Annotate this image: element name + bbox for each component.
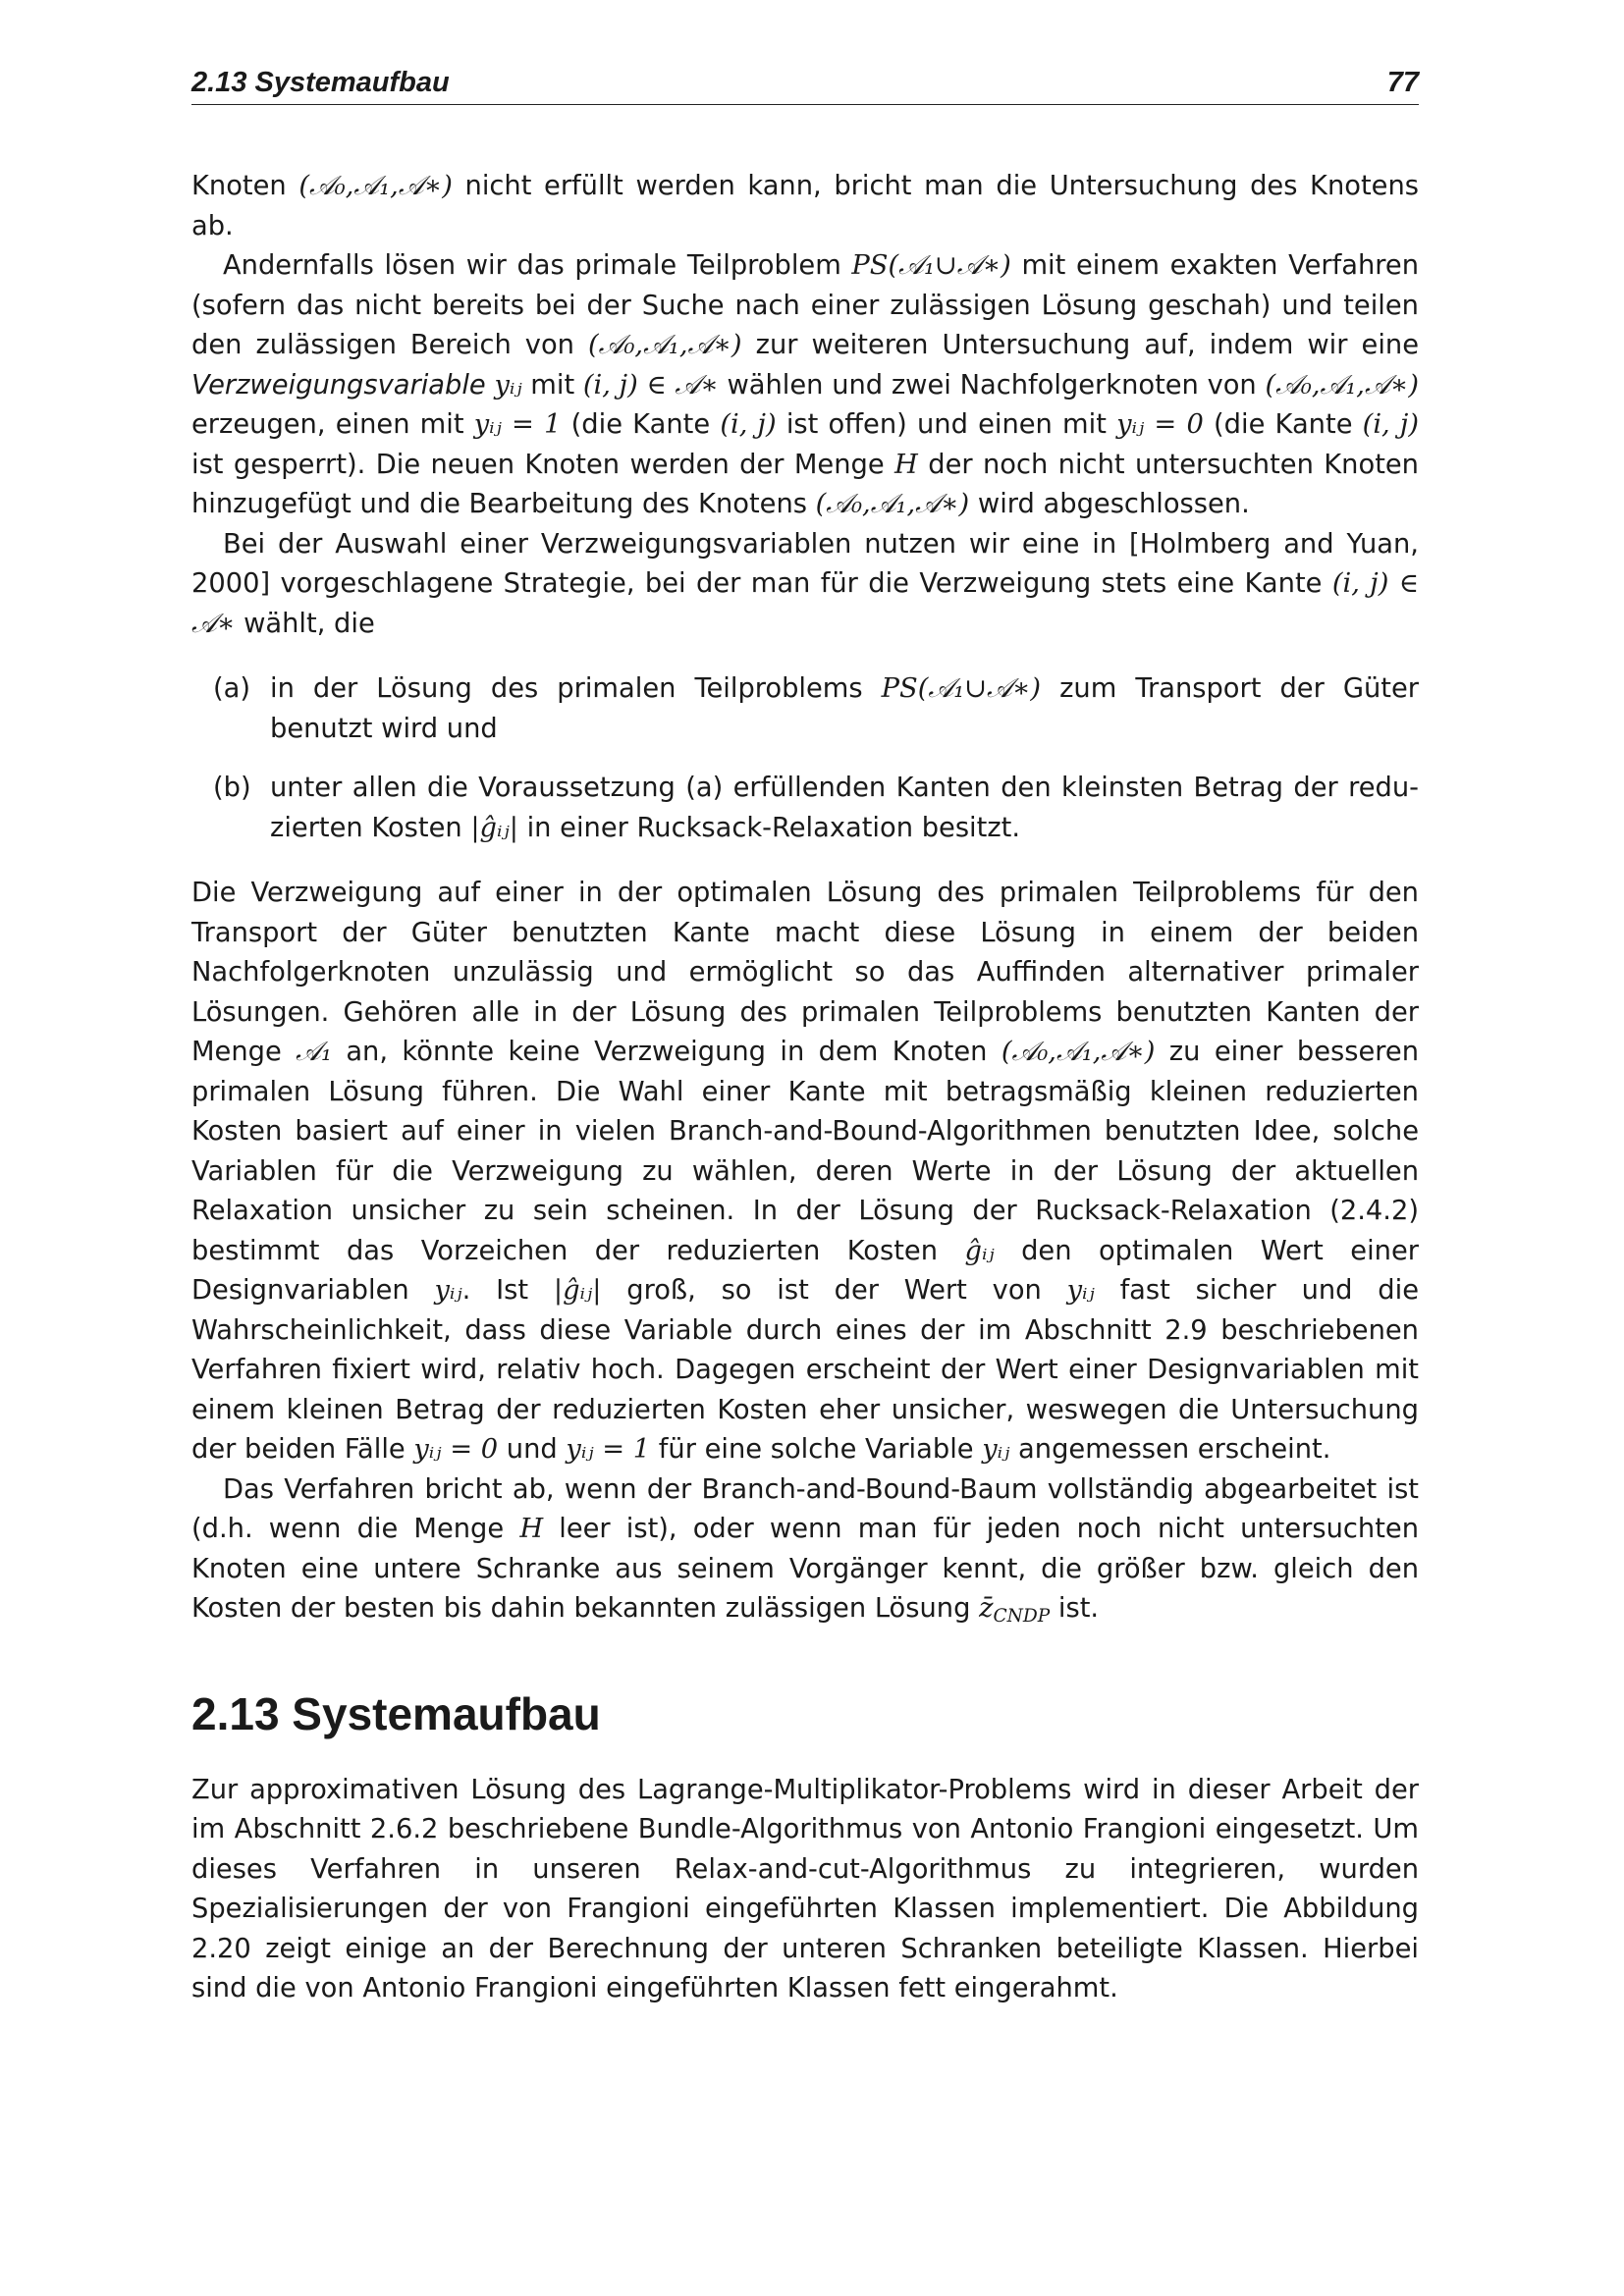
- text: Bei der Auswahl einer Verzweigungsvariablen nutzen wir eine in [Holmberg and Yuan, 2000] vorgeschlagene Strategie, bei der man für die Verzweigung stets eine Kante: [191, 528, 1419, 599]
- list-item-a: [191, 669, 1419, 749]
- text: den optimalen Wert einer Designvariablen: [191, 1235, 1420, 1306]
- math-ps: PS(𝒜₁∪𝒜∗): [851, 250, 1011, 281]
- text: ist offen) und einen mit: [776, 409, 1117, 440]
- paragraph-3: [191, 525, 1419, 645]
- list-label-a: (a): [213, 673, 251, 704]
- math-H: H: [894, 449, 918, 480]
- math-z: z̄: [979, 1593, 994, 1624]
- text: an, könnte keine Verzweigung in dem Knoten: [331, 1037, 1001, 1067]
- math-z-bar: [979, 1593, 1051, 1628]
- text: in einer Rucksack-Relaxation besitzt.: [517, 812, 1021, 843]
- text: ist gesperrt). Die neuen Knoten werden der Menge: [191, 449, 895, 480]
- math-z-subscript: CNDP: [993, 1606, 1051, 1628]
- math-yij: yᵢⱼ: [494, 369, 522, 400]
- math-node: (𝒜₀,𝒜₁,𝒜∗): [1001, 1037, 1156, 1067]
- text: und: [498, 1434, 567, 1465]
- text: zum Transport der Güter benutzt wird und: [270, 673, 1420, 744]
- text: zu einer besseren primalen Lösung führen. Die Wahl einer Kante mit betragsmäßig kleinen reduzierten Kosten basiert auf einer in vielen Branch-and-Bound-Algorithmen benutzten Idee, solche Variablen für die Verzweigung zu wählen, deren Werte in der Lösung der aktuellen Relaxation unsicher zu sein scheinen. In der Lösung der Rucksack-Relaxation (2.4.2) bestimmt das Vorzeichen der reduzierten Kosten: [191, 1037, 1419, 1266]
- math-abs-g: |ĝᵢⱼ|: [553, 1275, 602, 1306]
- text: (die Kante: [561, 409, 721, 440]
- body-text: [191, 167, 1419, 2009]
- list-item-b: [191, 769, 1419, 848]
- section-heading: 2.13 Systemaufbau: [191, 1687, 601, 1739]
- math-node: (𝒜₀,𝒜₁,𝒜∗): [588, 330, 742, 360]
- text: Andernfalls lösen wir das primale Teilproblem: [223, 250, 852, 281]
- page-number: 77: [1386, 67, 1419, 98]
- text: mit: [521, 369, 583, 400]
- math-a1: 𝒜₁: [296, 1037, 332, 1067]
- list-label-b: (b): [213, 773, 251, 803]
- text: groß, so ist der Wert von: [601, 1275, 1067, 1306]
- math-ij-in: (i, j) ∈ 𝒜∗: [582, 369, 719, 400]
- math-y-eq-0: yᵢⱼ = 0: [1116, 409, 1204, 440]
- text: wählt, die: [235, 608, 375, 639]
- math-g: ĝᵢⱼ: [964, 1235, 995, 1266]
- math-ij: (i, j): [1362, 409, 1420, 440]
- text: der noch nicht untersuchten Knoten hinzugefügt und die Bearbeitung des Knotens: [191, 449, 1419, 519]
- math-abs-g: |ĝᵢⱼ|: [470, 812, 518, 843]
- text: fast sicher und die Wahrscheinlichkeit, dass diese Variable durch eines der im Abschnitt 2.9 beschriebenen Verfahren fixiert wird, relativ hoch. Dagegen erscheint der Wert einer Designvariablen mit einem kleinen Betrag der reduzierten Kosten eher unsicher, weswegen die Untersuchung der beiden Fälle: [191, 1275, 1419, 1465]
- paragraph-2: [191, 246, 1419, 525]
- criteria-list: [191, 669, 1419, 848]
- math-y-eq-1: yᵢⱼ = 1: [566, 1434, 651, 1465]
- text: . Ist: [461, 1275, 554, 1306]
- text: ist.: [1050, 1593, 1100, 1624]
- section-paragraph: Zur approximativen Lösung des Lagrange-Multiplikator-Problems wird in dieser Arbeit der im Abschnitt 2.6.2 beschriebene Bundle-Algorithmus von Antonio Frangioni eingesetzt. Um dieses Verfahren in unseren Relax-and-cut-Algorithmus zu integrieren, wurden Spezialisierungen der von Frangioni eingeführten Klassen implementiert. Die Abbildung 2.20 zeigt einige an der Berechnung der unteren Schranken beteiligte Klassen. Hierbei sind die von Antonio Frangioni eingeführten Klassen fett eingerahmt.: [191, 1774, 1419, 2003]
- math-yij: yᵢⱼ: [982, 1434, 1010, 1465]
- math-yij: yᵢⱼ: [1066, 1275, 1095, 1306]
- text: Knoten: [191, 171, 299, 201]
- text: in der Lösung des primalen Teilproblems: [270, 673, 882, 704]
- text: angemessen erscheint.: [1009, 1434, 1331, 1465]
- running-title: 2.13 Systemaufbau: [191, 67, 450, 98]
- math-ij: (i, j): [720, 409, 777, 440]
- math-yij: yᵢⱼ: [434, 1275, 462, 1306]
- term-verzweigungsvariable: Verzweigungsvariable: [191, 369, 486, 400]
- paragraph-5: [191, 1470, 1419, 1629]
- math-node: (𝒜₀,𝒜₁,𝒜∗): [1265, 369, 1419, 400]
- math-ps: PS(𝒜₁∪𝒜∗): [881, 673, 1042, 704]
- text: (die Kante: [1203, 409, 1363, 440]
- math-node: (𝒜₀,𝒜₁,𝒜∗): [298, 171, 453, 201]
- math-H: H: [519, 1514, 544, 1544]
- text: Die Verzweigung auf einer in der optimalen Lösung des primalen Teilproblems für den Transport der Güter benutzten Kante macht diese Lösung in einem der beiden Nachfolgerknoten unzulässig und ermöglicht so das Auffinden alternativer primaler Lösungen. Gehören alle in der Lösung des primalen Teilproblems benutzten Kanten der Menge: [191, 878, 1419, 1067]
- text: erzeugen, einen mit: [191, 409, 474, 440]
- math-ij-in: (i, j) ∈ 𝒜∗: [191, 568, 1419, 639]
- text: Das Verfahren bricht ab, wenn der Branch-and-Bound-Baum vollständig abgearbeitet ist (d.h. wenn die Menge: [191, 1473, 1419, 1544]
- text: wählen und zwei Nachfolgerknoten von: [718, 369, 1266, 400]
- math-node: (𝒜₀,𝒜₁,𝒜∗): [815, 489, 970, 519]
- text: zur weiteren Untersuchung auf, indem wir eine: [741, 330, 1419, 360]
- text: unter allen die Voraussetzung (a) erfüllenden Kanten den kleinsten Betrag der reduzierten Kosten: [270, 773, 1419, 843]
- running-head: [191, 61, 1419, 105]
- text: für eine solche Variable: [650, 1434, 983, 1465]
- paragraph-4: [191, 874, 1419, 1470]
- text: nicht erfüllt werden kann, bricht man die Untersuchung des Knotens ab.: [191, 171, 1419, 241]
- math-y-eq-0: yᵢⱼ = 0: [413, 1434, 499, 1465]
- paragraph-1: [191, 167, 1419, 246]
- math-y-eq-1: yᵢⱼ = 1: [473, 409, 562, 440]
- text: leer ist), oder wenn man für jeden noch nicht untersuchten Knoten eine untere Schranke aus seinem Vorgänger kennt, die größer bzw. gleich den Kosten der besten bis dahin bekannten zulässigen Lösung: [191, 1514, 1420, 1624]
- text: wird abgeschlossen.: [969, 489, 1250, 519]
- text: mit einem exakten Verfahren (sofern das nicht bereits bei der Suche nach einer zulässigen Lösung geschah) und teilen den zulässigen Bereich von: [191, 250, 1419, 360]
